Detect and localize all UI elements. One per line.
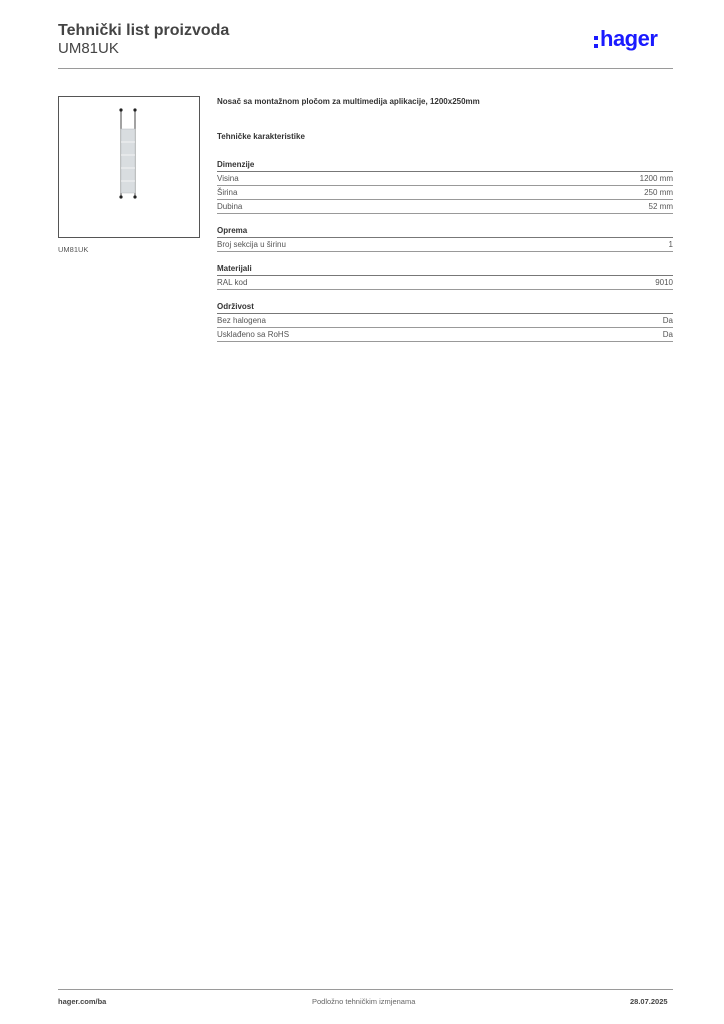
spec-label: Broj sekcija u širinu [217,240,286,249]
spec-row [217,172,673,186]
group-title: Oprema [217,225,673,238]
group-title: Dimenzije [217,159,673,172]
footer-date: 28.07.2025 [630,997,668,1006]
spec-label: RAL kod [217,278,248,287]
hager-logo[interactable] [594,28,674,58]
footer-notice: Podložno tehničkim izmjenama [312,997,416,1006]
spec-label: Usklađeno sa RoHS [217,330,290,339]
spec-row [217,200,673,214]
group-oprema [217,225,673,252]
spec-label: Dubina [217,202,243,211]
product-details [217,96,673,353]
product-code: UM81UK [58,40,119,57]
image-caption: UM81UK [58,245,89,254]
spec-row [217,238,673,252]
group-materijali [217,263,673,290]
spec-row [217,314,673,328]
logo-text: hager [600,26,658,51]
page-title: Tehnički list proizvoda [58,22,230,39]
spec-value: Da [662,330,673,339]
product-image [58,96,200,238]
product-description: Nosač sa montažnom pločom za multimedija aplikacije, 1200x250mm [217,97,480,106]
spec-row [217,328,673,342]
spec-row [217,186,673,200]
spec-value: 52 mm [648,202,673,211]
spec-label: Visina [217,174,239,183]
group-title: Materijali [217,263,673,276]
header-divider [58,68,673,69]
mounting-plate-icon [59,97,201,239]
footer-divider [58,989,673,990]
spec-label: Širina [217,188,238,197]
footer-website-link[interactable]: hager.com/ba [58,997,107,1006]
group-dimenzije [217,159,673,214]
spec-row [217,276,673,290]
group-odrzivost [217,301,673,342]
characteristics-title: Tehničke karakteristike [217,132,305,141]
spec-value: 1200 mm [639,174,673,183]
spec-value: 9010 [655,278,673,287]
spec-label: Bez halogena [217,316,266,325]
spec-value: 250 mm [644,188,673,197]
spec-value: 1 [668,240,673,249]
group-title: Održivost [217,301,673,314]
logo-dots-icon [594,36,598,52]
spec-value: Da [662,316,673,325]
